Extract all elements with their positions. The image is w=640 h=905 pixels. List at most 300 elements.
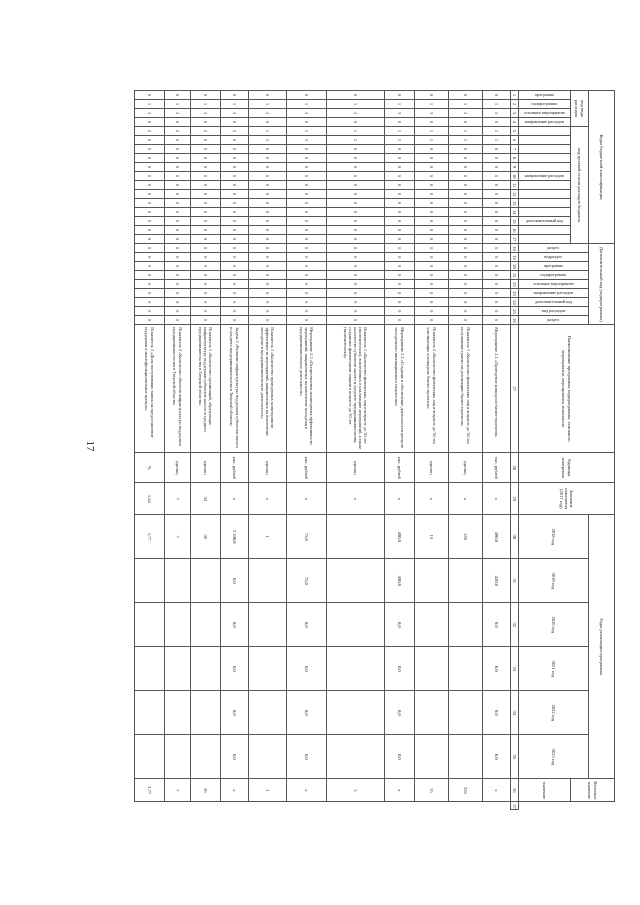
- code-digit: 0: [135, 316, 165, 325]
- code-digit: 0: [449, 208, 483, 217]
- code-subheader-label: направление расходов: [524, 119, 565, 124]
- code-digit: 1: [191, 100, 221, 109]
- code-digit: 0: [221, 307, 249, 316]
- code-subheader-label: вид расходов: [541, 308, 566, 314]
- column-number: 28: [511, 453, 519, 483]
- year-value: 0,0: [483, 647, 511, 691]
- column-number: 10: [511, 172, 519, 181]
- program-table: [134, 90, 615, 810]
- code-digit: 0: [449, 217, 483, 226]
- code-subheader: [519, 136, 571, 145]
- year-value: 490,0: [385, 515, 415, 559]
- code-digit: 0: [249, 91, 287, 100]
- column-number: 23: [511, 289, 519, 298]
- code-digit: 0: [287, 235, 327, 244]
- code-digit: 0: [385, 118, 415, 127]
- code-digit: 0: [249, 190, 287, 199]
- code-digit: 0: [449, 118, 483, 127]
- code-subheader: [519, 217, 571, 226]
- code-digit: 0: [327, 154, 385, 163]
- year-value: [249, 647, 287, 691]
- code-digit: 0: [165, 208, 191, 217]
- column-number: 1: [511, 91, 519, 100]
- column-number: 9: [511, 163, 519, 172]
- code-digit: 0: [191, 262, 221, 271]
- column-number: 4: [511, 118, 519, 127]
- unit: %: [135, 453, 165, 483]
- code-digit: 0: [449, 289, 483, 298]
- code-digit: 0: [415, 118, 449, 127]
- table-row: [191, 91, 221, 810]
- final-value: 1,77: [135, 779, 165, 802]
- year-value: 36: [191, 515, 221, 559]
- code-digit: 0: [165, 199, 191, 208]
- code-digit: 0: [165, 226, 191, 235]
- code-digit: 0: [287, 91, 327, 100]
- table-row: [287, 91, 327, 810]
- code-digit: 0: [327, 253, 385, 262]
- code-digit: 0: [415, 271, 449, 280]
- year-value: 0,0: [287, 735, 327, 779]
- code-digit: 0: [249, 145, 287, 154]
- year-value: [191, 559, 221, 603]
- code-digit: 0: [165, 190, 191, 199]
- code-digit: 0: [135, 298, 165, 307]
- code-digit: 0: [483, 244, 511, 253]
- code-digit: 0: [415, 289, 449, 298]
- year-value: [249, 559, 287, 603]
- code-digit: 0: [483, 181, 511, 190]
- code-digit: 0: [191, 271, 221, 280]
- code-digit: 0: [287, 298, 327, 307]
- code-digit: 2: [165, 127, 191, 136]
- column-number: 13: [511, 199, 519, 208]
- table-row: [135, 91, 165, 810]
- event-name: Показатель 1 «Количество проведённых мониторингов эффективности мероприятий, направленных на вовлечение молодёжи в предпринимательскую деятельность»: [249, 325, 287, 453]
- code-digit: 0: [191, 172, 221, 181]
- code-digit: 0: [327, 244, 385, 253]
- code-digit: 0: [483, 190, 511, 199]
- code-digit: 0: [327, 307, 385, 316]
- code-digit: 0: [415, 316, 449, 325]
- code-digit: 3: [327, 109, 385, 118]
- code-digit: 0: [449, 226, 483, 235]
- year-value: [191, 647, 221, 691]
- code-digit: 0: [165, 262, 191, 271]
- code-digit: 0: [415, 199, 449, 208]
- code-digit: 0: [385, 208, 415, 217]
- code-digit: 0: [249, 262, 287, 271]
- event-name: Показатель 1 «Количество физических лиц в возрасте до 30 лет, получивших гранты на реализацию бизнес-проектов»: [449, 325, 483, 453]
- activity-code-header: Дополнительный код (подпрограммы): [589, 244, 615, 325]
- code-digit: 1: [449, 100, 483, 109]
- year-value: [191, 735, 221, 779]
- code-digit: 0: [287, 271, 327, 280]
- code-subheader: [519, 118, 571, 127]
- code-digit: 0: [135, 244, 165, 253]
- column-number: 12: [511, 190, 519, 199]
- code-digit: 0: [165, 181, 191, 190]
- code-digit: 0: [165, 163, 191, 172]
- code-digit: 3: [287, 136, 327, 145]
- code-digit: 0: [135, 217, 165, 226]
- code-digit: 0: [191, 253, 221, 262]
- code-digit: 0: [191, 145, 221, 154]
- code-digit: 0: [191, 91, 221, 100]
- code-digit: 0: [221, 172, 249, 181]
- year-value: 0,0: [221, 735, 249, 779]
- code-digit: 3: [415, 109, 449, 118]
- year-value: 0,0: [483, 603, 511, 647]
- column-number: 8: [511, 154, 519, 163]
- code-digit: 3: [385, 109, 415, 118]
- code-subheader: [519, 208, 571, 217]
- table-row: [221, 91, 249, 810]
- code-subheader: [519, 253, 589, 262]
- code-subheader: [519, 199, 571, 208]
- code-digit: 0: [415, 244, 449, 253]
- code-digit: 0: [415, 154, 449, 163]
- code-digit: 0: [415, 307, 449, 316]
- unit: единиц: [249, 453, 287, 483]
- code-digit: 0: [385, 253, 415, 262]
- year-value: 0,0: [385, 735, 415, 779]
- code-digit: 1: [483, 127, 511, 136]
- code-digit: 3: [483, 109, 511, 118]
- table-row: [165, 91, 191, 810]
- code-digit: 0: [249, 244, 287, 253]
- code-digit: 3: [287, 109, 327, 118]
- code-digit: 0: [327, 208, 385, 217]
- year-value: [327, 647, 385, 691]
- year-value: 255: [449, 515, 483, 559]
- code-digit: 0: [327, 91, 385, 100]
- code-digit: 0: [135, 280, 165, 289]
- code-digit: 0: [327, 262, 385, 271]
- code-subheader: [519, 244, 589, 253]
- code-digit: 0: [191, 118, 221, 127]
- base-value: х: [249, 483, 287, 515]
- unit: тыс. рублей: [385, 453, 415, 483]
- code-digit: 0: [249, 316, 287, 325]
- code-digit: 1: [483, 136, 511, 145]
- event-name: Задача 3 «Развитие инфраструктуры поддержки субъектов малого и среднего предпринимательства в Тверской области»: [221, 325, 249, 453]
- code-digit: 0: [483, 289, 511, 298]
- code-digit: 0: [221, 262, 249, 271]
- event-name: Мероприятие 2.2 «Создание и обеспечение деятельности центров молодёжного инновационного творчества»: [385, 325, 415, 453]
- year-value: [191, 691, 221, 735]
- code-digit: 0: [415, 181, 449, 190]
- column-number: 27: [511, 325, 519, 453]
- code-digit: 0: [327, 217, 385, 226]
- code-digit: 0: [135, 289, 165, 298]
- column-number: 16: [511, 226, 519, 235]
- code-digit: 0: [327, 172, 385, 181]
- year-value: [327, 603, 385, 647]
- code-digit: 1: [221, 100, 249, 109]
- final-value: 7: [165, 779, 191, 802]
- code-digit: 0: [221, 181, 249, 190]
- code-digit: 1: [483, 100, 511, 109]
- code-subheader: [519, 172, 571, 181]
- code-digit: 0: [287, 226, 327, 235]
- code-subheader-label: подраздел: [544, 254, 563, 260]
- code-digit: 0: [415, 145, 449, 154]
- year-value: 0,0: [287, 691, 327, 735]
- code-digit: 0: [165, 253, 191, 262]
- code-subheader: [519, 145, 571, 154]
- code-digit: 0: [221, 91, 249, 100]
- year-value: [249, 603, 287, 647]
- code-digit: 0: [287, 280, 327, 289]
- code-digit: 0: [483, 307, 511, 316]
- code-digit: 0: [483, 208, 511, 217]
- code-digit: 0: [449, 316, 483, 325]
- code-digit: 0: [191, 181, 221, 190]
- code-digit: 0: [415, 163, 449, 172]
- final-value-header: Итоговое значение: [571, 779, 615, 802]
- code-digit: 0: [449, 199, 483, 208]
- code-digit: 0: [287, 154, 327, 163]
- code-digit: 0: [483, 298, 511, 307]
- code-subheader-label: дополнительный код: [525, 218, 564, 223]
- code-digit: 3: [449, 109, 483, 118]
- base-value: х: [287, 483, 327, 515]
- code-digit: 0: [415, 262, 449, 271]
- year-value: 490,0: [385, 559, 415, 603]
- year-value: 2 590,0: [221, 515, 249, 559]
- event-name: Показатель 3 «Доля поступивших заявок на предоставление поддержки в многофункциональные центры»: [135, 325, 165, 453]
- code-digit: 1: [135, 100, 165, 109]
- code-digit: 0: [385, 226, 415, 235]
- year-value: [165, 691, 191, 735]
- unit: единиц: [449, 453, 483, 483]
- code-digit: 0: [385, 163, 415, 172]
- code-digit: 0: [483, 163, 511, 172]
- year-value: [449, 603, 483, 647]
- code-digit: 0: [449, 163, 483, 172]
- final-value: 1: [249, 779, 287, 802]
- code-digit: 0: [385, 154, 415, 163]
- code-digit: 0: [221, 217, 249, 226]
- code-digit: 0: [327, 145, 385, 154]
- code-subheader: [519, 154, 571, 163]
- code-digit: 0: [249, 217, 287, 226]
- expense-type-header: код вида расходов: [571, 91, 589, 127]
- code-digit: 0: [449, 262, 483, 271]
- code-digit: 0: [191, 199, 221, 208]
- column-number: 29: [511, 483, 519, 515]
- code-digit: 0: [249, 289, 287, 298]
- code-digit: 0: [249, 298, 287, 307]
- final-value: х: [385, 779, 415, 802]
- year-value: [165, 647, 191, 691]
- final-value: 36: [191, 779, 221, 802]
- code-subheader-label: подпрограмма: [531, 101, 558, 106]
- year-value: 490,0: [483, 515, 511, 559]
- final-value: х: [483, 779, 511, 802]
- column-number: 21: [511, 271, 519, 280]
- year-value: [415, 691, 449, 735]
- code-digit: 0: [165, 145, 191, 154]
- final-value: х: [221, 779, 249, 802]
- code-digit: 1: [327, 127, 385, 136]
- code-digit: 0: [135, 136, 165, 145]
- budget-codes-header: Коды бюджетной классификации: [589, 91, 615, 244]
- code-digit: 0: [221, 316, 249, 325]
- code-digit: 0: [483, 262, 511, 271]
- code-digit: 0: [449, 181, 483, 190]
- code-digit: 0: [191, 307, 221, 316]
- code-digit: 0: [165, 91, 191, 100]
- code-subheader: [519, 307, 589, 316]
- code-digit: 0: [165, 235, 191, 244]
- final-sub-header: значение: [519, 779, 571, 802]
- column-number: 24: [511, 298, 519, 307]
- code-digit: 1: [249, 100, 287, 109]
- year-value: [135, 691, 165, 735]
- final-value: х: [287, 779, 327, 802]
- code-digit: 0: [415, 253, 449, 262]
- code-digit: 0: [135, 208, 165, 217]
- code-digit: 0: [483, 235, 511, 244]
- code-digit: 0: [327, 199, 385, 208]
- code-digit: 0: [287, 307, 327, 316]
- code-digit: 2: [191, 127, 221, 136]
- code-subheader-label: раздел: [547, 317, 560, 323]
- final-value: 5: [327, 779, 385, 802]
- column-number: 7: [511, 145, 519, 154]
- code-digit: 0: [191, 190, 221, 199]
- event-name: Показатель 1 «Количество организаций, образующих инфраструктуру поддержки субъектов малого и среднего предпринимательства в Тверской области»: [191, 325, 221, 453]
- code-digit: 0: [135, 154, 165, 163]
- unit: тыс. рублей: [221, 453, 249, 483]
- code-digit: 0: [191, 208, 221, 217]
- year-value: 0,0: [483, 691, 511, 735]
- code-digit: 0: [385, 145, 415, 154]
- code-digit: 0: [191, 154, 221, 163]
- code-digit: 0: [135, 91, 165, 100]
- code-digit: 0: [135, 190, 165, 199]
- column-number: 11: [511, 181, 519, 190]
- code-digit: 0: [165, 271, 191, 280]
- column-number: 32: [511, 603, 519, 647]
- code-digit: 0: [483, 118, 511, 127]
- code-digit: 0: [449, 235, 483, 244]
- target-item-header: код целевой статьи расходов бюджета: [571, 127, 589, 244]
- code-digit: 0: [249, 226, 287, 235]
- base-value: х: [327, 483, 385, 515]
- code-subheader-label: направление расходов: [524, 173, 565, 178]
- year-value: [415, 735, 449, 779]
- column-number: 33: [511, 647, 519, 691]
- column-number: 20: [511, 262, 519, 271]
- year-value: [449, 647, 483, 691]
- code-digit: 0: [191, 280, 221, 289]
- code-digit: 0: [287, 289, 327, 298]
- base-value: 34: [191, 483, 221, 515]
- code-digit: 3: [249, 109, 287, 118]
- code-digit: 0: [449, 244, 483, 253]
- code-digit: 0: [249, 181, 287, 190]
- code-digit: 0: [483, 217, 511, 226]
- code-digit: 0: [385, 190, 415, 199]
- code-digit: 0: [449, 154, 483, 163]
- code-digit: 0: [449, 190, 483, 199]
- code-digit: 0: [449, 307, 483, 316]
- code-digit: 0: [221, 298, 249, 307]
- code-digit: 0: [483, 91, 511, 100]
- code-digit: 0: [165, 136, 191, 145]
- code-digit: 3: [191, 109, 221, 118]
- code-digit: 0: [449, 271, 483, 280]
- year-value: [135, 559, 165, 603]
- code-digit: 0: [483, 172, 511, 181]
- code-digit: 0: [483, 145, 511, 154]
- code-subheader: [519, 109, 571, 118]
- code-subheader: [519, 271, 589, 280]
- year-value: 420,0: [483, 559, 511, 603]
- code-digit: 0: [221, 280, 249, 289]
- code-digit: 0: [327, 181, 385, 190]
- code-subheader: [519, 226, 571, 235]
- code-digit: 0: [415, 280, 449, 289]
- code-subheader-label: основное мероприятие: [524, 110, 565, 115]
- column-number: 2: [511, 100, 519, 109]
- code-digit: 0: [327, 163, 385, 172]
- code-digit: 0: [483, 271, 511, 280]
- code-digit: 1: [249, 127, 287, 136]
- year-value: 0,0: [287, 647, 327, 691]
- code-digit: 0: [287, 172, 327, 181]
- year-header: 2018 год: [519, 515, 589, 559]
- code-digit: 0: [327, 289, 385, 298]
- year-value: 7: [165, 515, 191, 559]
- final-value: 255: [449, 779, 483, 802]
- unit: единиц: [327, 453, 385, 483]
- final-value: 15: [415, 779, 449, 802]
- year-value: 0,0: [483, 735, 511, 779]
- code-digit: 1: [385, 127, 415, 136]
- year-value: 75,0: [287, 559, 327, 603]
- base-value: х: [483, 483, 511, 515]
- code-digit: 0: [135, 271, 165, 280]
- unit-header: Единица измерения: [519, 453, 615, 483]
- code-digit: 0: [327, 271, 385, 280]
- code-digit: 0: [385, 298, 415, 307]
- table-row: [327, 91, 385, 810]
- table-row: [249, 91, 287, 810]
- page-number: 17: [84, 440, 96, 452]
- unit: тыс. рублей: [483, 453, 511, 483]
- code-subheader-label: направление расходов: [533, 290, 574, 296]
- code-digit: 0: [449, 280, 483, 289]
- year-header: 2023 год: [519, 735, 589, 779]
- code-digit: 0: [449, 145, 483, 154]
- column-number: 25: [511, 307, 519, 316]
- code-digit: 0: [449, 253, 483, 262]
- base-value: 1,54: [135, 483, 165, 515]
- code-digit: 0: [415, 226, 449, 235]
- column-number: 19: [511, 253, 519, 262]
- column-number: 6: [511, 136, 519, 145]
- program-years-header: Годы реализации программы: [589, 515, 615, 779]
- code-digit: 2: [221, 127, 249, 136]
- code-digit: 1: [415, 127, 449, 136]
- code-subheader: [519, 127, 571, 136]
- code-digit: 0: [249, 172, 287, 181]
- code-digit: 0: [221, 154, 249, 163]
